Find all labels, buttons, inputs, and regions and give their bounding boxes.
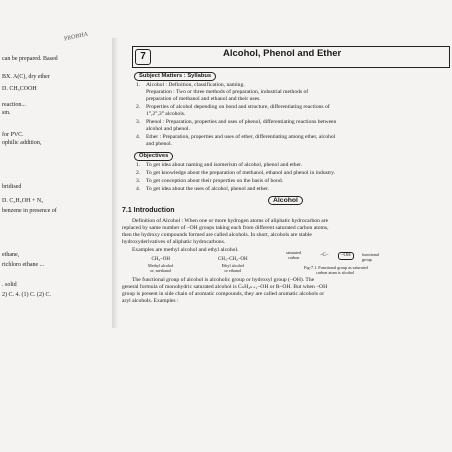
syllabus-line: Ether : Preparation, properties and uses of ether, differentiating among ether, alcohol: [146, 134, 336, 140]
compound-name: Methyl alcohol: [148, 262, 174, 268]
objective-text: To get knowledge about the preparation of methanol, ethanol and phenol in industry.: [146, 170, 336, 176]
paragraph-line: Definition of Alcohol : When one or more hydrogen atoms of aliphatic hydrocarbon are: [132, 218, 329, 224]
syllabus-line: Alcohol : Definition, classification, naming.: [146, 82, 245, 88]
left-line: sm.: [2, 110, 11, 116]
paragraph-line: Examples are methyl alcohol and ethyl alcohol.: [132, 247, 239, 253]
syllabus-number: 3.: [136, 119, 141, 125]
structure-methanol: [148, 257, 173, 273]
carbon-bond: –C–: [320, 253, 329, 258]
figure-caption: carbon atom is alcohol: [316, 270, 355, 275]
objective-text: To get idea about naming and isomerism of alcohol, phenol and ether.: [146, 162, 303, 168]
subject-matters-label: Subject Matters : Syllabus: [134, 72, 216, 81]
figure-note: saturated: [286, 250, 302, 255]
left-line: . solid: [2, 282, 17, 288]
objective-number: 3.: [136, 178, 141, 184]
handwritten-stamp: PROBHA: [63, 31, 89, 43]
syllabus-line: Phenol : Preparation, properties and uses of phenol, differentiating reactions between: [146, 119, 337, 125]
left-line: richloro ethane ...: [2, 262, 45, 268]
hydroxyl-group-box: –OH: [338, 252, 354, 260]
paragraph-line: The functional group of alcohol is alcoholic group or hydroxyl group (–OH). The: [132, 277, 315, 283]
figure-caption: Fig-7.1. Functional group as saturated: [304, 265, 368, 270]
objectives-label: Objectives: [134, 152, 173, 161]
objective-number: 4.: [136, 186, 141, 192]
compound-alt-name: or, methanol: [150, 267, 172, 273]
chapter-header: [132, 46, 450, 68]
paragraph-line: hydroxyderivatives of aliphatic hydrocarbons.: [122, 239, 226, 245]
compound-name: Ethyl alcohol: [221, 262, 245, 268]
left-line: ethane,: [2, 252, 20, 258]
left-line: can be prepared. Based: [2, 56, 58, 62]
figure-note: functional: [362, 252, 379, 257]
syllabus-line: 1°,2°,3° alcohols.: [146, 111, 186, 117]
formula: CH₃–OH: [151, 257, 170, 262]
left-line: benzene in presence of: [2, 208, 57, 214]
left-line: bridised: [2, 184, 22, 190]
syllabus-line: Preparation : Two or three methods of preparation, industrial methods of: [146, 89, 309, 95]
chapter-title: Alcohol, Phenol and Ether: [223, 48, 342, 59]
left-line: reaction...: [2, 102, 26, 108]
objective-text: To get idea about the uses of alcohol, phenol and ether.: [146, 186, 269, 192]
paragraph-line: general formula of monohydric saturated alcohol is CₙH₂ₙ₊₁–OH or R–OH. But when –OH: [122, 284, 328, 290]
syllabus-line: alcohol and phenol.: [146, 126, 190, 132]
left-line: for PVC.: [2, 132, 24, 138]
left-line: BX. A(C), dry ether: [2, 74, 50, 80]
objective-text: To get conception about their properties on the basis of bond.: [146, 178, 284, 184]
syllabus-number: 1.: [136, 82, 141, 88]
paragraph-line: replaced by same number of –OH groups taking each from different saturated carbon atoms,: [122, 225, 329, 231]
paragraph-line: then the hydroxy compounds formed are called alcohols. In short, alcohols are stable: [122, 232, 312, 238]
chapter-number: 7: [135, 49, 151, 65]
left-page-fragment: [0, 36, 108, 336]
structure-ethanol: [218, 257, 248, 273]
paragraph-line: aryl alcohols. Examples :: [122, 298, 179, 304]
syllabus-number: 4.: [136, 134, 141, 140]
syllabus-number: 2.: [136, 104, 141, 110]
left-line: D. C₂H₅OH + N₂: [2, 198, 44, 204]
right-page: [118, 40, 448, 360]
formula: CH₃–CH₂–OH: [218, 257, 248, 262]
section-heading: 7.1 Introduction: [122, 207, 175, 214]
paragraph-line: group is present in side chain of aromatic compounds, they are called aromatic alcohols or: [122, 291, 325, 297]
syllabus-line: Properties of alcohol depending on bond and structure, differentiating reactions of: [146, 104, 330, 110]
left-line: ophilic addition,: [2, 140, 42, 146]
objective-number: 1.: [136, 162, 141, 168]
syllabus-line: and phenol.: [146, 141, 173, 147]
figure-note: group: [362, 257, 372, 262]
compound-alt-name: or ethanol: [224, 267, 242, 273]
left-line: D. CH₃COOH: [2, 86, 37, 92]
objective-number: 2.: [136, 170, 141, 176]
alcohol-label: Alcohol: [268, 196, 303, 205]
figure-note: carbon: [288, 255, 300, 260]
left-line: 2) C. 4. (1) C. (2) C.: [2, 292, 51, 298]
syllabus-line: preparation of methanol and ethanol and their uses.: [146, 96, 261, 102]
